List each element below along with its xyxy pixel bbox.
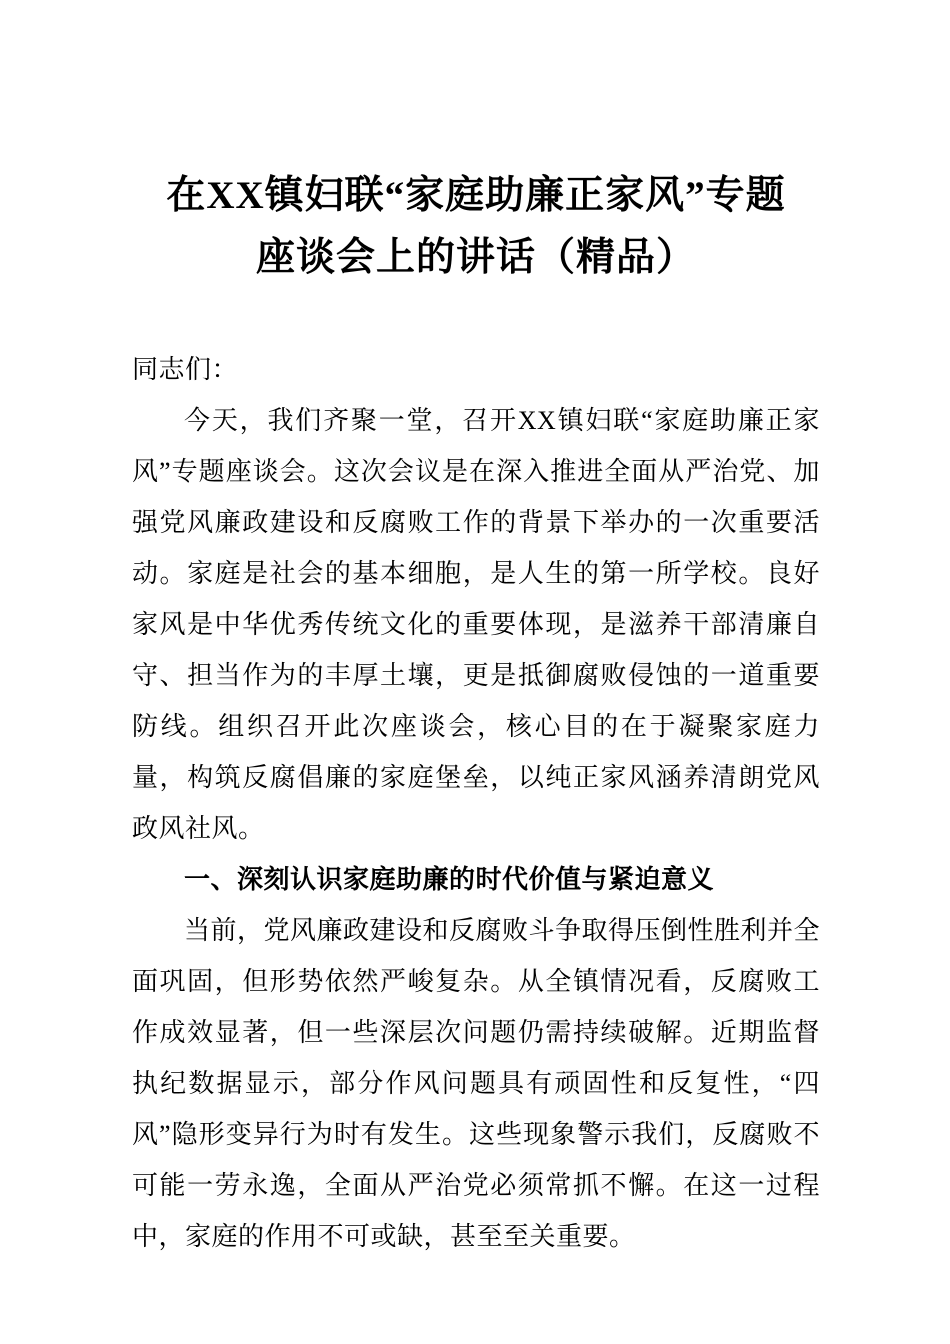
- document-title-line-1: 在XX镇妇联“家庭助廉正家风”专题: [166, 174, 786, 217]
- section-heading-1: 一、深刻认识家庭助廉的时代价值与紧迫意义: [184, 865, 715, 894]
- document-title: [132, 165, 820, 289]
- salutation: 同志们：: [132, 355, 239, 384]
- document-title-line-2: 座谈会上的讲话（精品）: [255, 236, 696, 279]
- paragraph-introduction: 今天，我们齐聚一堂，召开XX镇妇联“家庭助廉正家风”专题座谈会。这次会议是在深入推进全面从严治党、加强党风廉政建设和反腐败工作的背景下举办的一次重要活动。家庭是社会的基本细胞，是人生的第一所学校。良好家风是中华优秀传统文化的重要体现，是滋养干部清廉自守、担当作为的丰厚土壤，更是抵御腐败侵蚀的一道重要防线。组织召开此次座谈会，核心目的在于凝聚家庭力量，构筑反腐倡廉的家庭堡垒，以纯正家风涵养清朗党风政风社风。: [132, 406, 820, 843]
- paragraph-section-1: 当前，党风廉政建设和反腐败斗争取得压倒性胜利并全面巩固，但形势依然严峻复杂。从全镇情况看，反腐败工作成效显著，但一些深层次问题仍需持续破解。近期监督执纪数据显示，部分作风问题具有顽固性和反复性，“四风”隐形变异行为时有发生。这些现象警示我们，反腐败不可能一劳永逸，全面从严治党必须常抓不懈。在这一过程中，家庭的作用不可或缺，甚至至关重要。: [132, 916, 821, 1251]
